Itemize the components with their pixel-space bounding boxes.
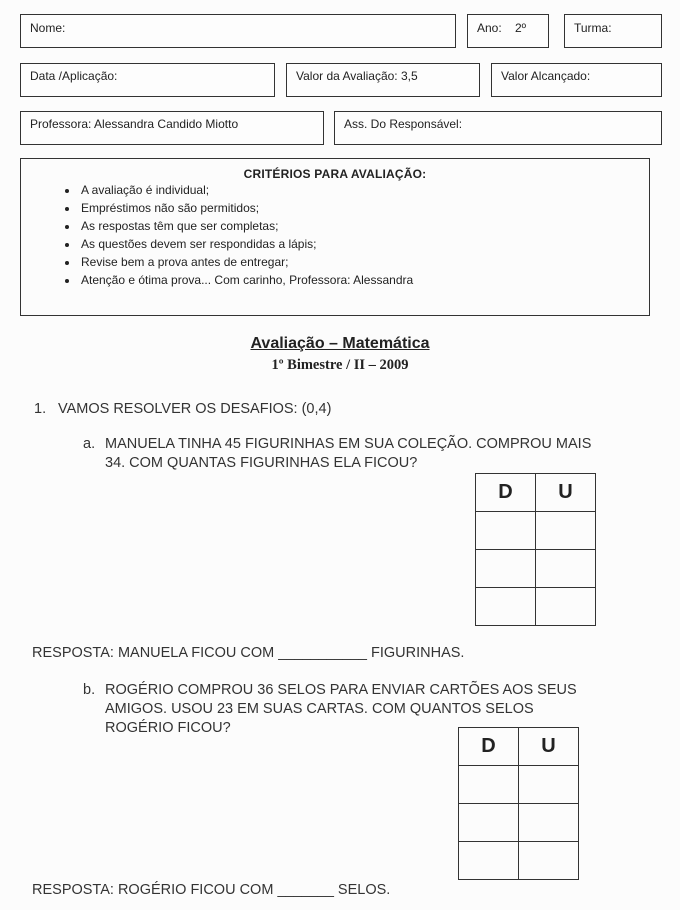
- du-header-d: D: [459, 728, 519, 766]
- du-cell[interactable]: [459, 766, 519, 804]
- du-cell[interactable]: [476, 588, 536, 626]
- du-cell[interactable]: [519, 804, 579, 842]
- du-cell[interactable]: [536, 588, 596, 626]
- question-1-number: 1.: [34, 401, 47, 417]
- item-b-line-1: ROGÉRIO COMPROU 36 SELOS PARA ENVIAR CARTÕES AOS SEUS: [105, 682, 577, 698]
- du-cell[interactable]: [476, 550, 536, 588]
- ano-value: 2º: [515, 21, 527, 35]
- turma-label: Turma:: [574, 21, 612, 35]
- du-table-a: [475, 473, 596, 626]
- du-header-u: U: [536, 474, 596, 512]
- item-a-answer[interactable]: RESPOSTA: MANUELA FICOU COM ___________ FIGURINHAS.: [32, 645, 465, 661]
- du-cell[interactable]: [459, 842, 519, 880]
- valor-alcancado-label: Valor Alcançado:: [501, 69, 591, 83]
- criteria-item: • Atenção e ótima prova... Com carinho, Professora: Alessandra: [79, 271, 413, 289]
- du-table-b: [458, 727, 579, 880]
- page-subtitle: 1º Bimestre / II – 2009: [271, 357, 409, 373]
- item-a-text: [105, 435, 665, 473]
- du-cell[interactable]: [476, 512, 536, 550]
- valor-avaliacao-label: Valor da Avaliação: 3,5: [296, 69, 418, 83]
- item-b-line-2: AMIGOS. USOU 23 EM SUAS CARTAS. COM QUANTOS SELOS: [105, 701, 534, 717]
- du-cell[interactable]: [519, 766, 579, 804]
- du-header-d: D: [476, 474, 536, 512]
- du-cell[interactable]: [536, 512, 596, 550]
- du-cell[interactable]: [459, 804, 519, 842]
- du-cell[interactable]: [536, 550, 596, 588]
- criteria-item: • Revise bem a prova antes de entregar;: [79, 253, 413, 271]
- du-cell[interactable]: [519, 842, 579, 880]
- item-a-letter: a.: [83, 436, 96, 452]
- item-b-line-3: ROGÉRIO FICOU?: [105, 720, 231, 736]
- criteria-item: • A avaliação é individual;: [79, 181, 413, 199]
- professora-label: Professora: Alessandra Candido Miotto: [30, 117, 239, 131]
- data-aplicacao-label: Data /Aplicação:: [30, 69, 118, 83]
- item-a-line-2: 34. COM QUANTAS FIGURINHAS ELA FICOU?: [105, 455, 418, 471]
- criteria-box: [20, 158, 650, 316]
- du-header-u: U: [519, 728, 579, 766]
- nome-label: Nome:: [30, 21, 66, 35]
- criteria-title: CRITÉRIOS PARA AVALIAÇÃO:: [243, 167, 427, 181]
- question-1-text: VAMOS RESOLVER OS DESAFIOS: (0,4): [58, 401, 332, 417]
- criteria-item: • As questões devem ser respondidas a lápis;: [79, 235, 413, 253]
- item-a-line-1: MANUELA TINHA 45 FIGURINHAS EM SUA COLEÇÃO. COMPROU MAIS: [105, 436, 592, 452]
- criteria-list: [51, 181, 413, 289]
- nome-field[interactable]: [20, 14, 456, 48]
- item-b-letter: b.: [83, 682, 96, 698]
- item-b-answer[interactable]: RESPOSTA: ROGÉRIO FICOU COM _______ SELOS.: [32, 882, 391, 898]
- page-title: Avaliação – Matemática: [250, 335, 430, 352]
- item-b-text: [105, 681, 665, 738]
- criteria-item: • As respostas têm que ser completas;: [79, 217, 413, 235]
- assinatura-label: Ass. Do Responsável:: [344, 117, 463, 131]
- ano-label: Ano:: [477, 21, 502, 35]
- criteria-item: • Empréstimos não são permitidos;: [79, 199, 413, 217]
